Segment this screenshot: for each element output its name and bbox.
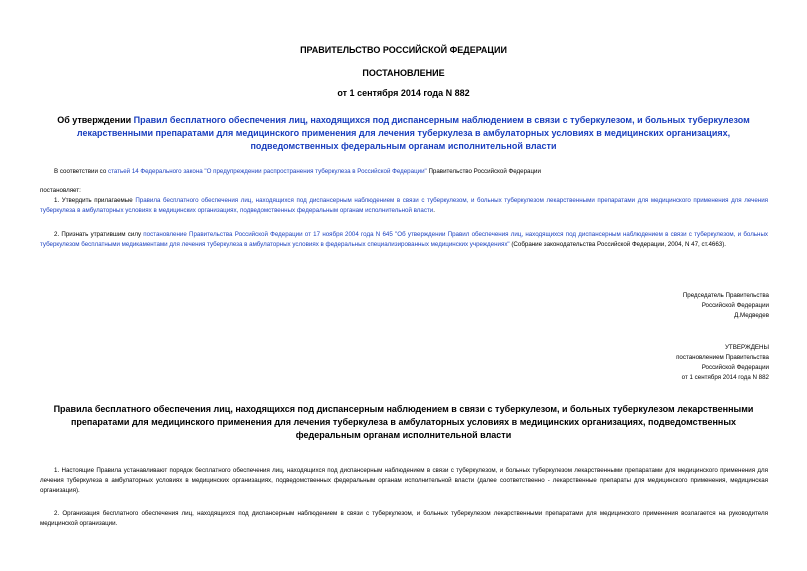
item-2-suffix: (Собрание законодательства Российской Федерации, 2004, N 47, ст.4663). [509, 241, 726, 248]
title-prefix: Об утверждении [57, 115, 134, 125]
rule-2-paragraph: 2. Организация бесплатного обеспечения лиц, находящихся под диспансерным наблюдением в связи с туберкулезом, и больных туберкулезом лекарственными препаратами для медицинского применения возлагается на руководителя медицинской организации. [40, 510, 768, 527]
item-2-prefix: 2. Признать утратившим силу [54, 231, 144, 238]
approval-block [676, 343, 769, 383]
intro-paragraph [40, 167, 768, 177]
signature-position: Председатель Правительства [682, 292, 769, 299]
document-type-heading: ПОСТАНОВЛЕНИЕ [362, 68, 445, 78]
signature-name: Д.Медведев [734, 312, 769, 319]
item-1-paragraph [40, 196, 768, 216]
government-heading: ПРАВИТЕЛЬСТВО РОССИЙСКОЙ ФЕДЕРАЦИИ [300, 45, 507, 55]
item-1-suffix: . [433, 207, 435, 214]
intro-prefix: В соответствии со [54, 168, 108, 175]
approval-by: постановлением Правительства [676, 354, 769, 361]
item-1-prefix: 1. Утвердить прилагаемые [54, 197, 136, 204]
intro-suffix: Правительство Российской Федерации [426, 168, 541, 175]
item-1-rules-link[interactable]: Правила бесплатного обеспечения лиц, находящихся под диспансерным наблюдением в связи с туберкулезом, и больных туберкулезом лекарственными препаратами для медицинского применения для лечения туберкулеза в амбулаторных условиях в медицинских организациях, подведомственных федеральным органам исполнительной власти [40, 197, 768, 214]
document-date-number: от 1 сентября 2014 года N 882 [337, 88, 470, 98]
approval-label: УТВЕРЖДЕНЫ [725, 344, 769, 351]
signature-country: Российской Федерации [701, 302, 769, 309]
item-2-paragraph [40, 230, 768, 250]
approval-country: Российской Федерации [701, 364, 769, 371]
signature-block [683, 291, 769, 321]
rules-title: Правила бесплатного обеспечения лиц, находящихся под диспансерным наблюдением в связи с туберкулезом, и больных туберкулезом лекарственными препаратами для медицинского применения для лечения туберкулеза в амбулаторных условиях в медицинских организациях, подведомственных федеральным органам исполнительной власти [53, 404, 754, 440]
title-rules-link[interactable]: Правил бесплатного обеспечения лиц, находящихся под диспансерным наблюдением в связи с туберкулезом, и больных туберкулезом лекарственными препаратами для медицинского применения для лечения туберкулеза в амбулаторных условиях в медицинских организациях, подведомственных федеральным органам исполнительной власти [76, 115, 750, 151]
approval-date: от 1 сентября 2014 года N 882 [681, 374, 769, 381]
item-2-resolution-link[interactable]: постановление Правительства Российской Федерации от 17 ноября 2004 года N 645 "Об утверждении Правил обеспечения лиц, находящихся под диспансерным наблюдением в связи с туберкулезом, и больных туберкулезом бесплатными медикаментами для лечения туберкулеза в амбулаторных условиях в федеральных специализированных медицинских учреждениях" [40, 231, 768, 248]
decrees-label: постановляет: [40, 187, 81, 194]
rule-1-paragraph: 1. Настоящие Правила устанавливают порядок бесплатного обеспечения лиц, находящихся под диспансерным наблюдением в связи с туберкулезом, и больных туберкулезом лекарственными препаратами для медицинского применения для лечения туберкулеза в амбулаторных условиях в медицинских организациях, подведомственных федеральным органам исполнительной власти (далее соответственно - лекарственные препараты для медицинского применения, медицинская организация). [40, 467, 768, 494]
document-title [40, 114, 767, 153]
federal-law-link[interactable]: статьей 14 Федерального закона "О предупреждении распространения туберкулеза в Российской Федерации" [107, 168, 427, 175]
